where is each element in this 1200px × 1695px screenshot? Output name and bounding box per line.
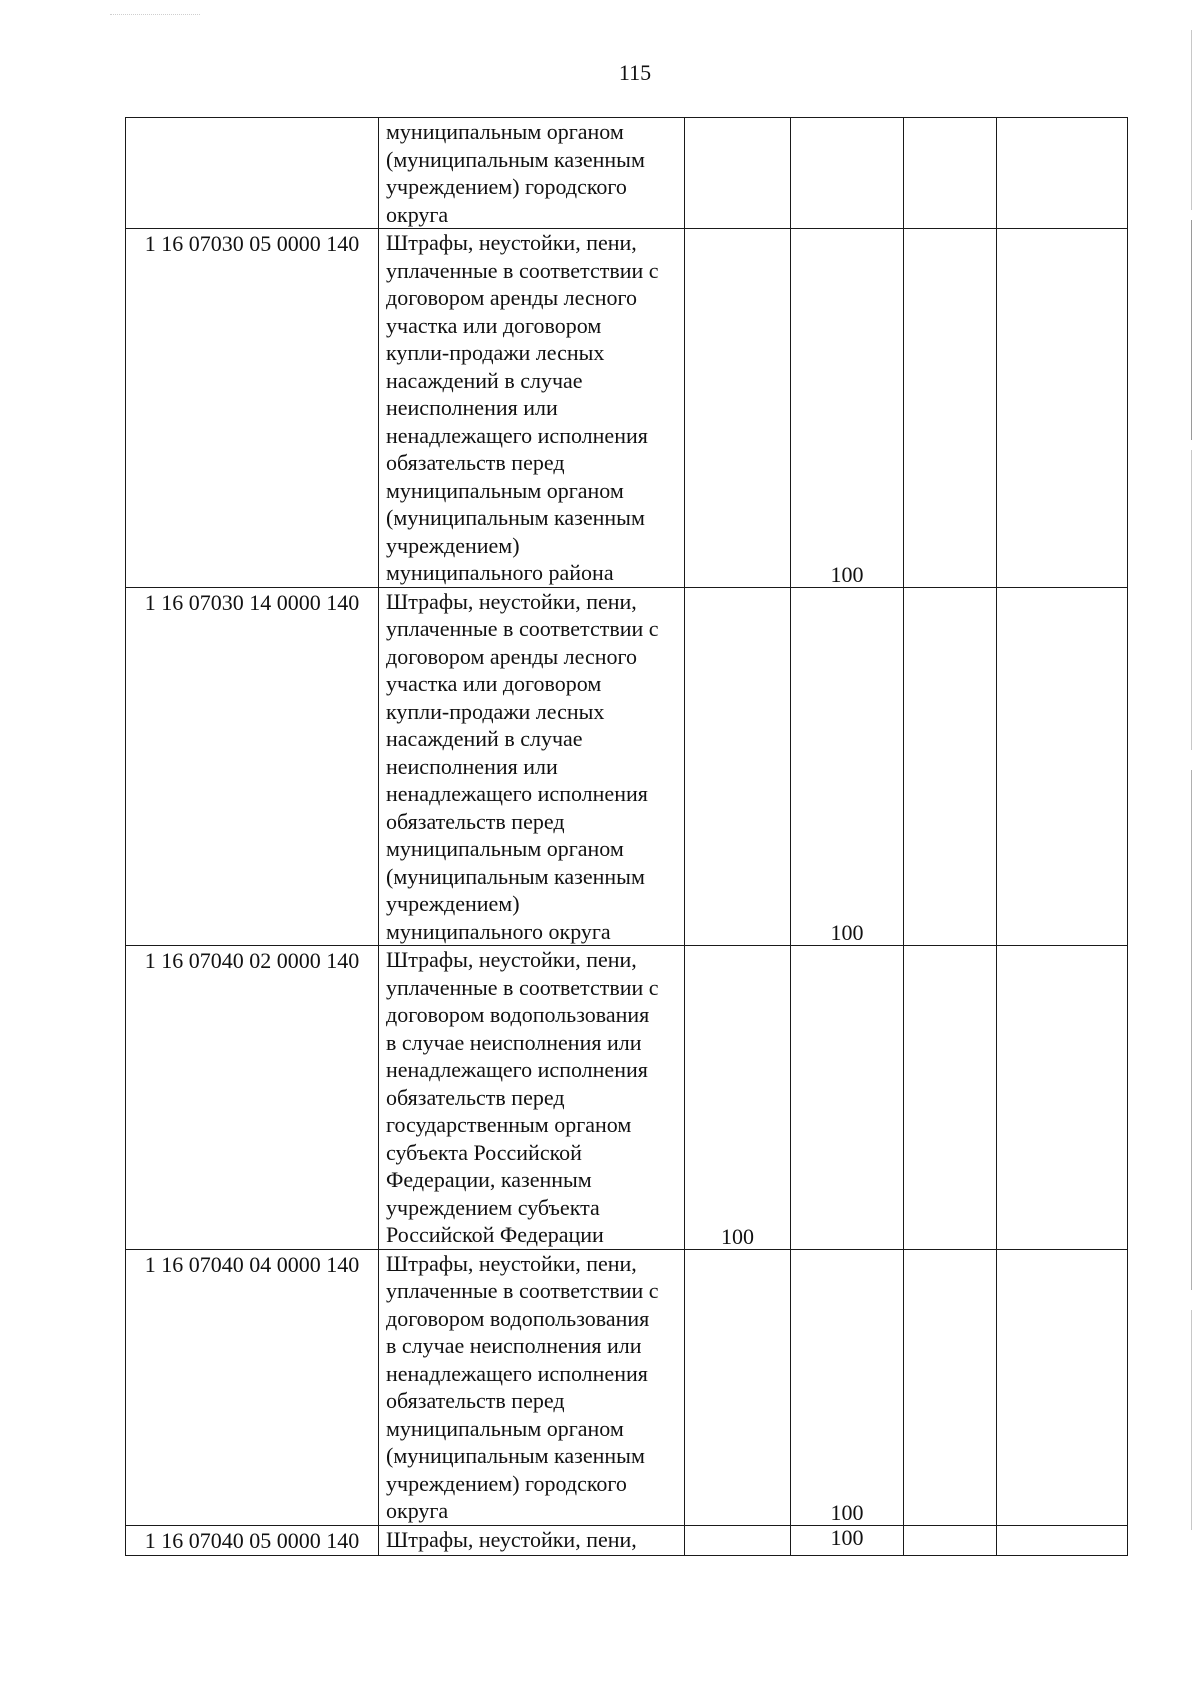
percent-cell-col4: 100 bbox=[791, 587, 904, 946]
description-line: насаждений в случае bbox=[386, 726, 583, 751]
percent-cell-col5 bbox=[904, 1249, 997, 1525]
description-line: Штрафы, неустойки, пени, bbox=[386, 588, 637, 614]
table-row bbox=[126, 1525, 1128, 1555]
percent-cell-col5 bbox=[904, 229, 997, 588]
table-row bbox=[126, 587, 1128, 946]
description-cell bbox=[379, 1249, 685, 1525]
percent-cell-col4: 100 bbox=[791, 1525, 904, 1555]
budget-code-cell: 1 16 07040 05 0000 140 bbox=[126, 1525, 379, 1555]
description-line: учреждением) городского bbox=[386, 174, 627, 199]
description-line: округа bbox=[386, 1498, 449, 1523]
revenue-codes-table bbox=[125, 117, 1128, 1556]
scan-edge-marks bbox=[1178, 30, 1198, 1550]
budget-code-cell: 1 16 07030 14 0000 140 bbox=[126, 587, 379, 946]
description-line: Федерации, казенным bbox=[386, 1167, 592, 1192]
percent-cell-col4: 100 bbox=[791, 1249, 904, 1525]
description-cell bbox=[379, 1525, 685, 1555]
description-line: купли-продажи лесных bbox=[386, 340, 605, 365]
description-line: неисполнения или bbox=[386, 395, 558, 420]
description-line: в случае неисполнения или bbox=[386, 1029, 642, 1055]
percent-cell-col3 bbox=[685, 1249, 791, 1525]
percent-cell-col6 bbox=[997, 229, 1128, 588]
description-line: ненадлежащего исполнения bbox=[386, 1360, 648, 1386]
description-line: муниципальным органом bbox=[386, 1415, 624, 1441]
description-line: участка или договором bbox=[386, 312, 602, 338]
percent-cell-col5 bbox=[904, 1525, 997, 1555]
budget-code-cell: 1 16 07040 04 0000 140 bbox=[126, 1249, 379, 1525]
description-line: муниципальным органом bbox=[386, 119, 624, 144]
description-line: договором аренды лесного bbox=[386, 643, 637, 669]
description-line: в случае неисполнения или bbox=[386, 1333, 642, 1358]
description-line: обязательств перед bbox=[386, 450, 565, 475]
description-line: государственным органом bbox=[386, 1112, 632, 1137]
percent-cell-col3: 100 bbox=[685, 946, 791, 1250]
description-line: обязательств перед bbox=[386, 1388, 565, 1413]
percent-cell-col5 bbox=[904, 118, 997, 229]
description-line: муниципального района bbox=[386, 560, 614, 585]
description-line: учреждением) городского bbox=[386, 1470, 627, 1496]
scan-artifact-dots bbox=[110, 14, 200, 15]
description-cell bbox=[379, 118, 685, 229]
description-line: договором аренды лесного bbox=[386, 285, 637, 310]
percent-cell-col3 bbox=[685, 587, 791, 946]
description-line: муниципального округа bbox=[386, 918, 611, 944]
percent-cell-col6 bbox=[997, 1525, 1128, 1555]
description-line: Штрафы, неустойки, пени, bbox=[386, 947, 637, 972]
description-line: учреждением) bbox=[386, 891, 520, 916]
description-line: (муниципальным казенным bbox=[386, 505, 645, 530]
description-line: уплаченные в соответствии с bbox=[386, 616, 659, 641]
percent-cell-col6 bbox=[997, 587, 1128, 946]
description-line: муниципальным органом bbox=[386, 477, 624, 503]
description-cell bbox=[379, 946, 685, 1250]
description-line: неисполнения или bbox=[386, 753, 558, 779]
description-line: муниципальным органом bbox=[386, 836, 624, 861]
description-line: учреждением) bbox=[386, 532, 520, 558]
description-line: участка или договором bbox=[386, 671, 602, 696]
description-line: уплаченные в соответствии с bbox=[386, 257, 659, 283]
description-line: договором водопользования bbox=[386, 1305, 650, 1331]
percent-cell-col3 bbox=[685, 118, 791, 229]
description-line: (муниципальным казенным bbox=[386, 146, 645, 172]
description-line: Штрафы, неустойки, пени, bbox=[386, 1250, 637, 1276]
description-line: ненадлежащего исполнения bbox=[386, 781, 648, 806]
table-row bbox=[126, 946, 1128, 1250]
percent-cell-col3 bbox=[685, 229, 791, 588]
description-line: уплаченные в соответствии с bbox=[386, 974, 659, 1000]
table-row bbox=[126, 118, 1128, 229]
budget-code-cell: 1 16 07040 02 0000 140 bbox=[126, 946, 379, 1250]
description-line: (муниципальным казенным bbox=[386, 1443, 645, 1468]
percent-cell-col3 bbox=[685, 1525, 791, 1555]
percent-cell-col5 bbox=[904, 946, 997, 1250]
percent-cell-col4 bbox=[791, 118, 904, 229]
description-line: субъекта Российской bbox=[386, 1139, 582, 1165]
page-number: 115 bbox=[618, 60, 652, 85]
table-body bbox=[126, 118, 1128, 1556]
description-line: ненадлежащего исполнения bbox=[386, 422, 648, 448]
description-cell bbox=[379, 587, 685, 946]
description-line: насаждений в случае bbox=[386, 367, 583, 393]
table-row bbox=[126, 1249, 1128, 1525]
description-line: Штрафы, неустойки, пени, bbox=[386, 1526, 637, 1552]
description-line: уплаченные в соответствии с bbox=[386, 1278, 659, 1303]
description-line: (муниципальным казенным bbox=[386, 863, 645, 889]
description-line: Штрафы, неустойки, пени, bbox=[386, 230, 637, 255]
description-cell bbox=[379, 229, 685, 588]
description-line: обязательств перед bbox=[386, 808, 565, 834]
description-line: ненадлежащего исполнения bbox=[386, 1057, 648, 1082]
description-line: учреждением субъекта bbox=[386, 1194, 600, 1220]
table-row bbox=[126, 229, 1128, 588]
budget-code-cell bbox=[126, 118, 379, 229]
percent-cell-col6 bbox=[997, 118, 1128, 229]
percent-cell-col6 bbox=[997, 946, 1128, 1250]
description-line: обязательств перед bbox=[386, 1084, 565, 1110]
percent-cell-col4: 100 bbox=[791, 229, 904, 588]
description-line: округа bbox=[386, 201, 449, 227]
description-line: Российской Федерации bbox=[386, 1222, 604, 1247]
description-line: договором водопользования bbox=[386, 1002, 650, 1027]
percent-cell-col4 bbox=[791, 946, 904, 1250]
percent-cell-col6 bbox=[997, 1249, 1128, 1525]
percent-cell-col5 bbox=[904, 587, 997, 946]
description-line: купли-продажи лесных bbox=[386, 698, 605, 724]
budget-code-cell: 1 16 07030 05 0000 140 bbox=[126, 229, 379, 588]
